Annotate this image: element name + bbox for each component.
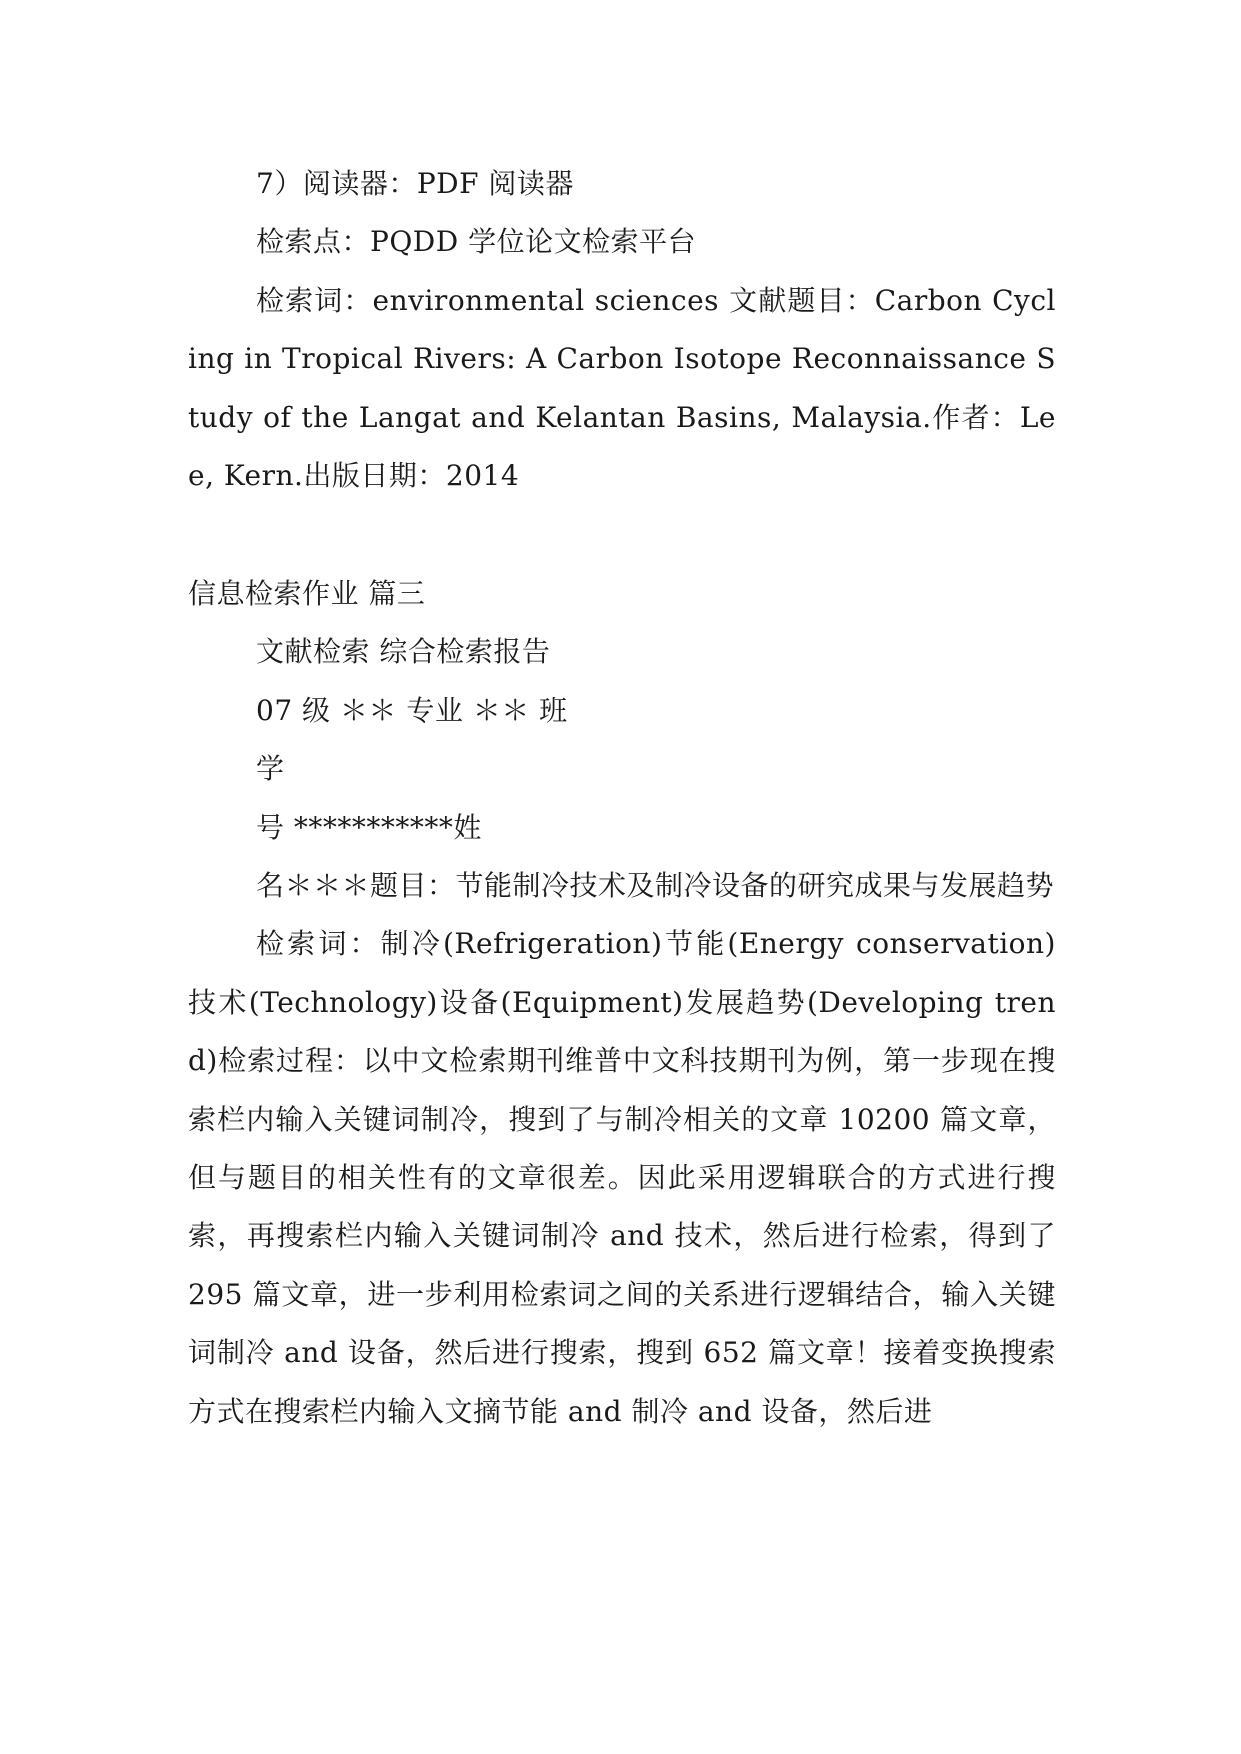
- second-section: [188, 565, 1056, 1441]
- report-title: 文献检索 综合检索报告: [256, 635, 551, 669]
- class-line: 07 级 ＊＊ 专业 ＊＊ 班: [256, 693, 568, 727]
- reader-line: 7）阅读器：PDF 阅读器: [256, 167, 574, 200]
- student-id-line: 号 ***********姓: [256, 810, 482, 844]
- search-terms-paragraph: 检索词：environmental sciences 文献题目：Carbon Cycling in Tropical Rivers: A Carbon Isotope Reconnaissance Study of the Langat and Kelantan Basins, Malaysia.作者：Lee, Kern.出版日期：2014: [188, 283, 1056, 493]
- search-point-line: 检索点：PQDD 学位论文检索平台: [256, 225, 697, 259]
- first-section: [188, 155, 1056, 505]
- section-heading: 信息检索作业 篇三: [188, 577, 426, 610]
- student-label: 学: [256, 752, 285, 786]
- keywords-process-paragraph: 检索词：制冷(Refrigeration)节能(Energy conservation)技术(Technology)设备(Equipment)发展趋势(Developing trend)检索过程：以中文检索期刊维普中文科技期刊为例，第一步现在搜索栏内输入关键词制冷，搜到了与制冷相关的文章 10200 篇文章，但与题目的相关性有的文章很差。因此采用逻辑联合的方式进行搜索，再搜索栏内输入关键词制冷 and 技术，然后进行检索，得到了 295 篇文章，进一步利用检索词之间的关系进行逻辑结合，输入关键词制冷 and 设备，然后进行搜索，搜到 652 篇文章！接着变换搜索方式在搜索栏内输入文摘节能 and 制冷 and 设备，然后进: [188, 927, 1056, 1428]
- name-topic-paragraph: 名＊＊＊题目：节能制冷技术及制冷设备的研究成果与发展趋势: [256, 869, 1055, 903]
